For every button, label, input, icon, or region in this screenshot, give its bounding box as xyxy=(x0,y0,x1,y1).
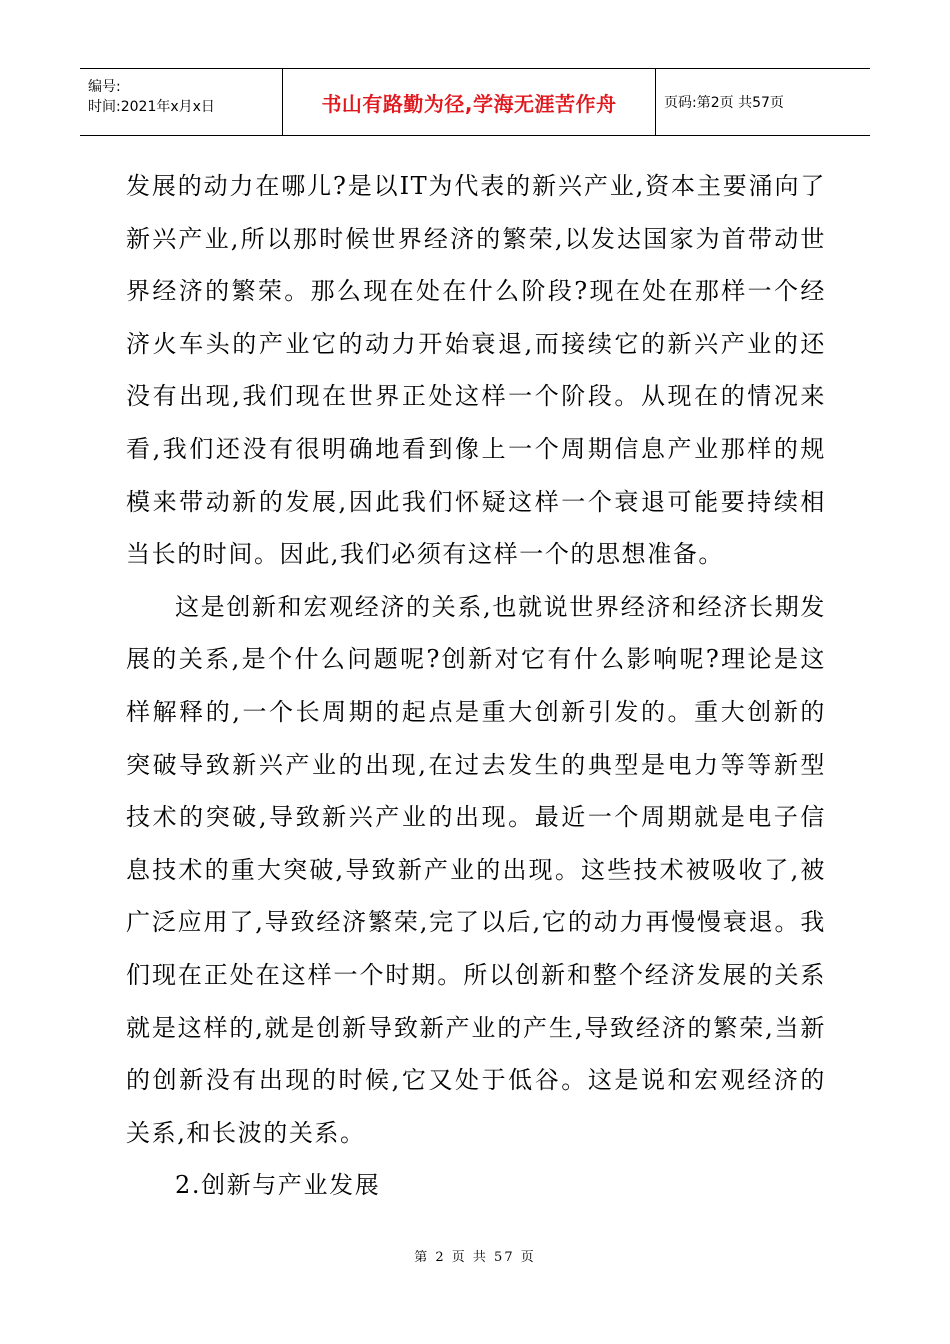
document-number-label: 编号: xyxy=(88,79,121,95)
body-paragraph-1: 发展的动力在哪儿?是以IT为代表的新兴产业,资本主要涌向了新兴产业,所以那时候世界经济的繁荣,以发达国家为首带动世界经济的繁荣。那么现在处在什么阶段?现在处在那样一个经济火车头的产业它的动力开始衰退,而接续它的新兴产业的还没有出现,我们现在世界正处这样一个阶段。从现在的情况来看,我们还没有很明确地看到像上一个周期信息产业那样的规模来带动新的发展,因此我们怀疑这样一个衰退可能要持续相当长的时间。因此,我们必须有这样一个的思想准备。 xyxy=(126,172,826,569)
section-heading: 2.创新与产业发展 xyxy=(175,1171,381,1200)
document-date-label: 时间:2021年x月x日 xyxy=(88,99,215,115)
header-page-info: 页码:第2页 共57页 xyxy=(664,95,784,111)
page-footer: 第 2 页 共 57 页 xyxy=(414,1250,536,1265)
document-body xyxy=(126,160,826,1212)
page-header xyxy=(80,68,870,136)
header-meta xyxy=(80,69,282,135)
body-paragraph-2: 这是创新和宏观经济的关系,也就说世界经济和经济长期发展的关系,是个什么问题呢?创新对它有什么影响呢?理论是这样解释的,一个长周期的起点是重大创新引发的。重大创新的突破导致新兴产业的出现,在过去发生的典型是电力等等新型技术的突破,导致新兴产业的出现。最近一个周期就是电子信息技术的重大突破,导致新产业的出现。这些技术被吸收了,被广泛应用了,导致经济繁荣,完了以后,它的动力再慢慢衰退。我们现在正处在这样一个时期。所以创新和整个经济发展的关系就是这样的,就是创新导致新产业的产生,导致经济的繁荣,当新的创新没有出现的时候,它又处于低谷。这是说和宏观经济的关系,和长波的关系。 xyxy=(126,592,826,1147)
header-motto: 书山有路勤为径,学海无涯苦作舟 xyxy=(282,69,656,135)
